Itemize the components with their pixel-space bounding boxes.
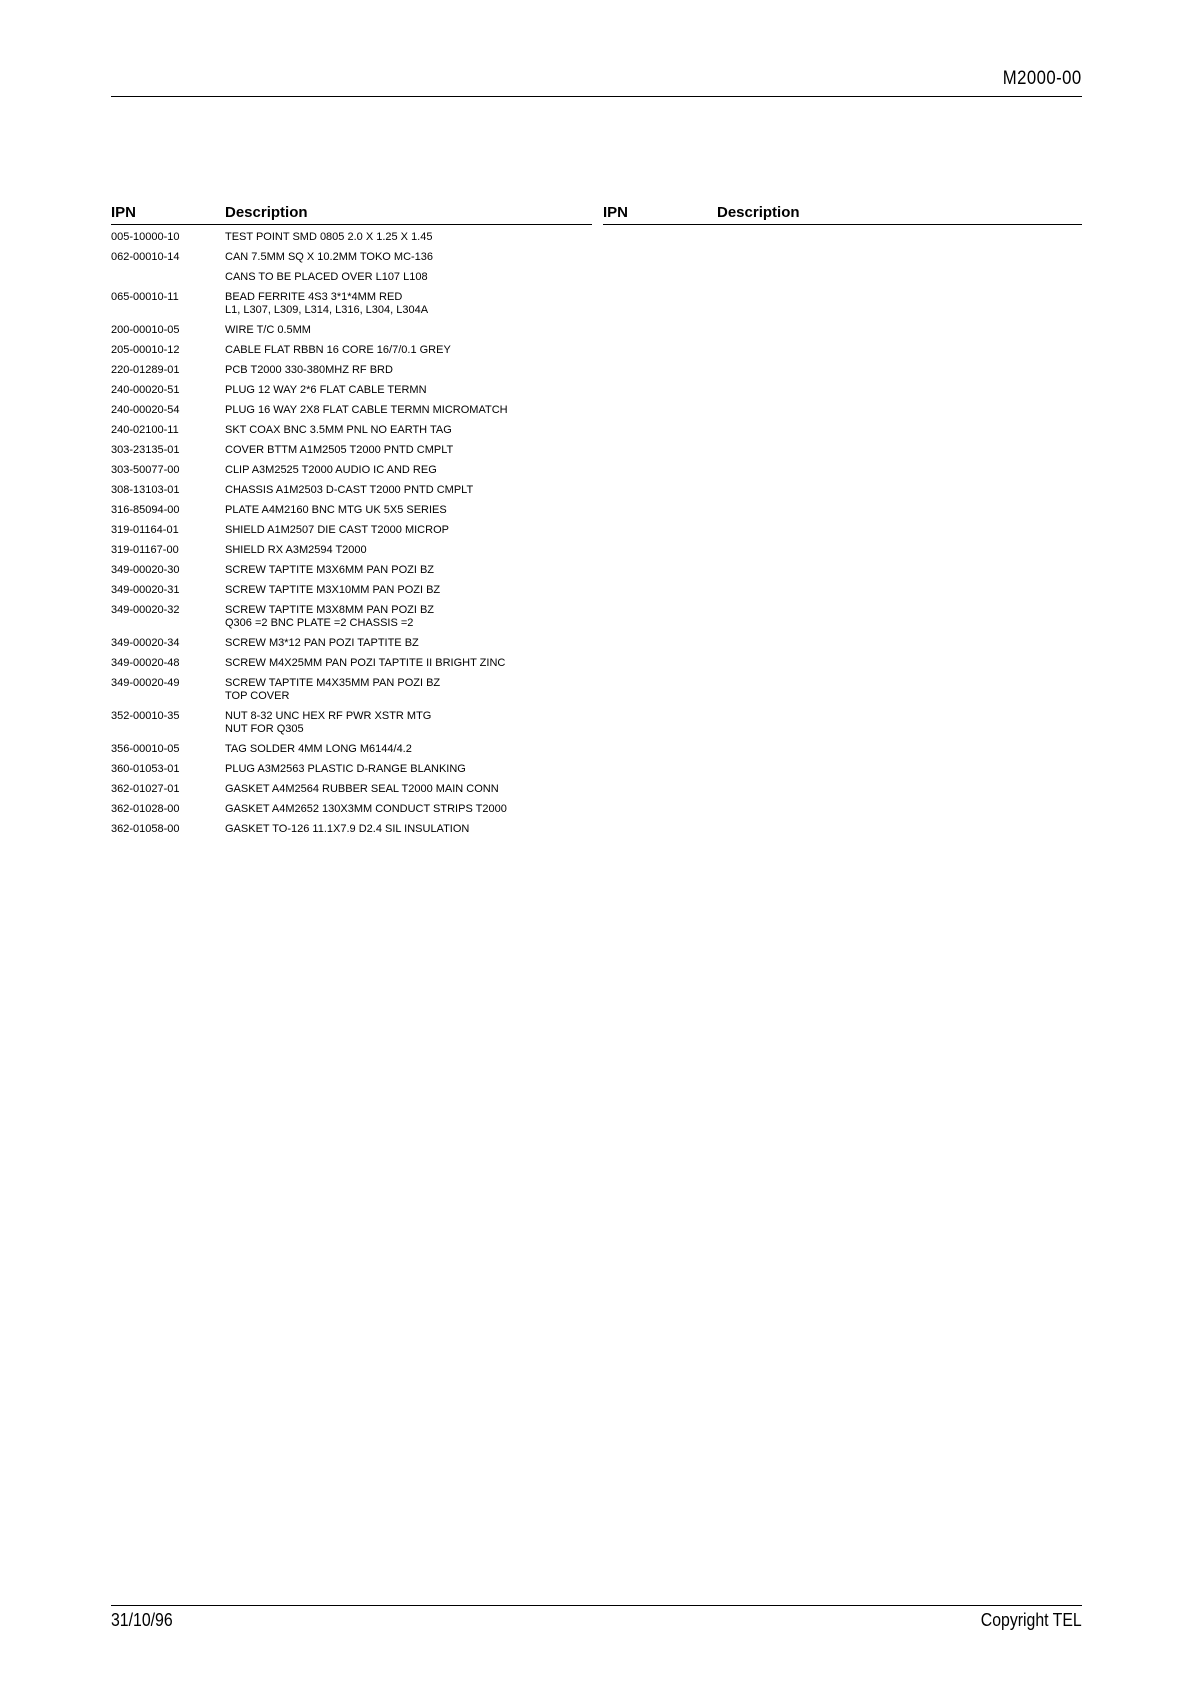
parts-list bbox=[111, 231, 592, 843]
table-row bbox=[111, 251, 592, 264]
part-description-cell bbox=[225, 384, 592, 397]
part-ipn: 352-00010-35 bbox=[111, 710, 180, 722]
table-row bbox=[111, 677, 592, 703]
part-description-cell bbox=[225, 344, 592, 357]
column-header-description: Description bbox=[225, 204, 308, 221]
part-ipn: 240-02100-11 bbox=[111, 424, 179, 436]
table-row bbox=[111, 404, 592, 417]
table-row bbox=[111, 783, 592, 796]
part-description: BEAD FERRITE 4S3 3*1*4MM RED bbox=[225, 291, 403, 303]
part-description-cell bbox=[225, 604, 592, 630]
table-row bbox=[111, 504, 592, 517]
part-description-cell bbox=[225, 291, 592, 317]
part-description-cell bbox=[225, 564, 592, 577]
part-ipn: 362-01028-00 bbox=[111, 803, 180, 815]
table-row bbox=[111, 364, 592, 377]
part-description-cell bbox=[225, 710, 592, 736]
part-description-cell bbox=[225, 231, 592, 244]
footer-copyright: Copyright TEL bbox=[981, 1610, 1082, 1630]
part-description-cell bbox=[225, 783, 592, 796]
part-ipn: 005-10000-10 bbox=[111, 231, 180, 243]
part-ipn: 360-01053-01 bbox=[111, 763, 180, 775]
part-description-cell bbox=[225, 657, 592, 670]
part-description-cell bbox=[225, 504, 592, 517]
part-description-cell bbox=[225, 763, 592, 776]
part-description-cell bbox=[225, 251, 592, 264]
part-description-cell bbox=[225, 424, 592, 437]
part-ipn: 220-01289-01 bbox=[111, 364, 180, 376]
part-description-cell bbox=[225, 324, 592, 337]
part-ipn: 065-00010-11 bbox=[111, 291, 179, 303]
part-ipn: 303-23135-01 bbox=[111, 444, 180, 456]
table-row bbox=[111, 344, 592, 357]
part-description: COVER BTTM A1M2505 T2000 PNTD CMPLT bbox=[225, 444, 454, 456]
part-description-cell bbox=[225, 271, 592, 284]
table-row bbox=[111, 484, 592, 497]
footer-date: 31/10/96 bbox=[111, 1610, 173, 1630]
part-description: SCREW M4X25MM PAN POZI TAPTITE II BRIGHT ZINC bbox=[225, 657, 506, 669]
part-description: GASKET A4M2652 130X3MM CONDUCT STRIPS T2000 bbox=[225, 803, 507, 815]
part-ipn: 349-00020-32 bbox=[111, 604, 180, 616]
part-ipn: 362-01058-00 bbox=[111, 823, 180, 835]
part-note: L1, L307, L309, L314, L316, L304, L304A bbox=[225, 304, 429, 316]
column-header-right bbox=[603, 204, 1082, 225]
part-description-cell bbox=[225, 444, 592, 457]
column-header-ipn: IPN bbox=[111, 204, 137, 221]
part-description-cell bbox=[225, 584, 592, 597]
part-ipn: 356-00010-05 bbox=[111, 743, 180, 755]
table-row bbox=[111, 584, 592, 597]
part-description-cell bbox=[225, 637, 592, 650]
part-ipn: 349-00020-31 bbox=[111, 584, 180, 596]
part-description: CANS TO BE PLACED OVER L107 L108 bbox=[225, 271, 428, 283]
part-description-cell bbox=[225, 803, 592, 816]
part-description-cell bbox=[225, 484, 592, 497]
part-description: SCREW TAPTITE M3X6MM PAN POZI BZ bbox=[225, 564, 435, 576]
part-note: Q306 =2 BNC PLATE =2 CHASSIS =2 bbox=[225, 617, 414, 629]
table-row bbox=[111, 823, 592, 836]
table-row bbox=[111, 444, 592, 457]
part-description-cell bbox=[225, 743, 592, 756]
part-description: SCREW TAPTITE M4X35MM PAN POZI BZ bbox=[225, 677, 441, 689]
part-description: CLIP A3M2525 T2000 AUDIO IC AND REG bbox=[225, 464, 437, 476]
table-row bbox=[111, 291, 592, 317]
table-row bbox=[111, 657, 592, 670]
part-description: PCB T2000 330-380MHZ RF BRD bbox=[225, 364, 393, 376]
part-description: PLUG A3M2563 PLASTIC D-RANGE BLANKING bbox=[225, 763, 466, 775]
header-divider bbox=[111, 96, 1082, 97]
part-ipn bbox=[111, 271, 225, 284]
table-row bbox=[111, 231, 592, 244]
part-description: NUT 8-32 UNC HEX RF PWR XSTR MTG bbox=[225, 710, 432, 722]
part-description-cell bbox=[225, 404, 592, 417]
part-description: WIRE T/C 0.5MM bbox=[225, 324, 311, 336]
column-header-left bbox=[111, 204, 592, 225]
table-row bbox=[111, 710, 592, 736]
part-description: CAN 7.5MM SQ X 10.2MM TOKO MC-136 bbox=[225, 251, 434, 263]
part-description: PLATE A4M2160 BNC MTG UK 5X5 SERIES bbox=[225, 504, 447, 516]
part-ipn: 303-50077-00 bbox=[111, 464, 180, 476]
part-ipn: 362-01027-01 bbox=[111, 783, 180, 795]
part-ipn: 349-00020-34 bbox=[111, 637, 180, 649]
part-ipn: 349-00020-30 bbox=[111, 564, 180, 576]
part-ipn: 200-00010-05 bbox=[111, 324, 180, 336]
part-description: PLUG 16 WAY 2X8 FLAT CABLE TERMN MICROMATCH bbox=[225, 404, 508, 416]
table-row bbox=[111, 524, 592, 537]
part-description: SCREW M3*12 PAN POZI TAPTITE BZ bbox=[225, 637, 419, 649]
part-ipn: 240-00020-54 bbox=[111, 404, 180, 416]
table-row bbox=[111, 803, 592, 816]
part-description: SCREW TAPTITE M3X8MM PAN POZI BZ bbox=[225, 604, 435, 616]
part-ipn: 205-00010-12 bbox=[111, 344, 180, 356]
part-ipn: 319-01164-01 bbox=[111, 524, 179, 536]
part-description: SHIELD RX A3M2594 T2000 bbox=[225, 544, 367, 556]
column-header-description: Description bbox=[717, 204, 800, 221]
table-row bbox=[111, 424, 592, 437]
table-row bbox=[111, 763, 592, 776]
part-description: GASKET TO-126 11.1X7.9 D2.4 SIL INSULATION bbox=[225, 823, 470, 835]
column-header-ipn: IPN bbox=[603, 204, 629, 221]
part-description-cell bbox=[225, 524, 592, 537]
table-row bbox=[111, 271, 592, 284]
table-row bbox=[111, 544, 592, 557]
part-description: SCREW TAPTITE M3X10MM PAN POZI BZ bbox=[225, 584, 441, 596]
part-ipn: 240-00020-51 bbox=[111, 384, 180, 396]
part-note: NUT FOR Q305 bbox=[225, 723, 304, 735]
part-description-cell bbox=[225, 464, 592, 477]
table-row bbox=[111, 324, 592, 337]
part-description: TEST POINT SMD 0805 2.0 X 1.25 X 1.45 bbox=[225, 231, 433, 243]
table-row bbox=[111, 743, 592, 756]
part-ipn: 349-00020-48 bbox=[111, 657, 180, 669]
part-note: TOP COVER bbox=[225, 690, 290, 702]
table-row bbox=[111, 637, 592, 650]
part-description: TAG SOLDER 4MM LONG M6144/4.2 bbox=[225, 743, 412, 755]
table-row bbox=[111, 564, 592, 577]
part-ipn: 349-00020-49 bbox=[111, 677, 180, 689]
part-description-cell bbox=[225, 823, 592, 836]
part-description: SKT COAX BNC 3.5MM PNL NO EARTH TAG bbox=[225, 424, 452, 436]
footer-divider bbox=[111, 1605, 1082, 1606]
document-code: M2000-00 bbox=[1003, 68, 1082, 89]
part-description: CABLE FLAT RBBN 16 CORE 16/7/0.1 GREY bbox=[225, 344, 451, 356]
part-description: PLUG 12 WAY 2*6 FLAT CABLE TERMN bbox=[225, 384, 427, 396]
part-ipn: 308-13103-01 bbox=[111, 484, 180, 496]
part-description-cell bbox=[225, 364, 592, 377]
part-description-cell bbox=[225, 677, 592, 703]
table-row bbox=[111, 464, 592, 477]
table-row bbox=[111, 384, 592, 397]
part-ipn: 316-85094-00 bbox=[111, 504, 180, 516]
part-ipn: 062-00010-14 bbox=[111, 251, 180, 263]
part-ipn: 319-01167-00 bbox=[111, 544, 179, 556]
part-description-cell bbox=[225, 544, 592, 557]
part-description: SHIELD A1M2507 DIE CAST T2000 MICROP bbox=[225, 524, 449, 536]
part-description: GASKET A4M2564 RUBBER SEAL T2000 MAIN CONN bbox=[225, 783, 499, 795]
part-description: CHASSIS A1M2503 D-CAST T2000 PNTD CMPLT bbox=[225, 484, 474, 496]
table-row bbox=[111, 604, 592, 630]
